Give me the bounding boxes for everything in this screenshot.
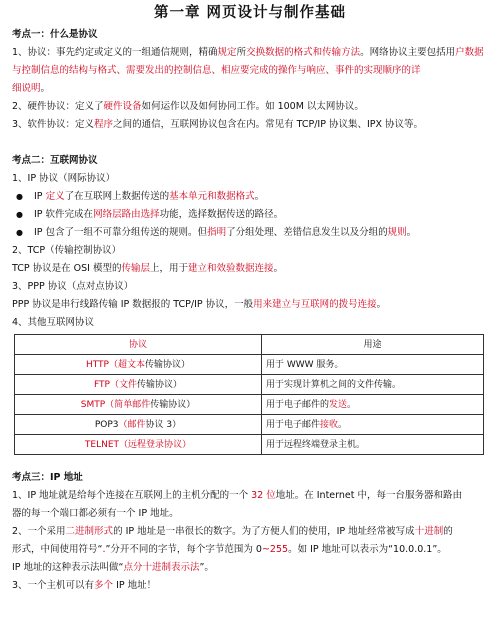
tcp-text: TCP 协议是在 OSI 模型的传输层上，用于建立和效验数据连接。 [12,263,284,274]
chapter-title: 第一章 网页设计与制作基础 [153,4,347,21]
usage-cell: 用于 WWW 服务。 [262,355,484,375]
section-heading-3: 考点三：IP 地址 [12,472,83,483]
ppp-heading: 3、PPP 协议（点对点协议） [12,281,134,292]
table-header-row [15,335,484,355]
protocol-definition: 1、协议：事先约定或定义的一组通信规则，精确规定所交换数据的格式和传输方法。网络协议主要包括用户数据与控制信息的结构与格式、需要发出的控制信息、相应要完成的操作与响应、事件的实现顺序的详 细说明。 [12,47,484,94]
protocol-cell: POP3（邮件协议 3） [15,415,262,435]
bullet-item: ● IP 包含了一组不可靠分组传送的规则。但指明了分组处理、差错信息发生以及分组的规则。 [12,224,488,242]
usage-cell: 用于实现计算机之间的文件传输。 [262,375,484,395]
protocol-table [14,334,484,455]
ip-protocol-heading: 1、IP 协议（网际协议） [12,173,116,184]
bullet-icon [16,224,34,242]
protocol-cell: TELNET（远程登录协议） [15,435,262,455]
usage-cell: 用于远程终端登录主机。 [262,435,484,455]
hardware-protocol: 2、硬件协议：定义了硬件设备如何运作以及如何协同工作。如 100M 以太网协议。 [12,101,364,112]
table-header-usage: 用途 [262,335,484,355]
bullet-icon [16,206,34,224]
table-header-protocol: 协议 [15,335,262,355]
bullet-item: ● IP 软件完成在网络层路由选择功能，选择数据传送的路径。 [12,206,488,224]
section-heading-1: 考点一：什么是协议 [12,29,98,40]
protocol-cell: HTTP（超文本传输协议） [15,355,262,375]
tcp-heading: 2、TCP（传输控制协议） [12,245,122,256]
table-row [15,375,484,395]
ppp-text: PPP 协议是串行线路传输 IP 数据报的 TCP/IP 协议，一般用来建立与互联网的拨号连接。 [12,299,387,310]
other-protocols-heading: 4、其他互联网协议 [12,317,95,328]
table-row [15,415,484,435]
ip-address-definition: 1、IP 地址就是给每个连接在互联网上的主机分配的一个 32 位地址。在 Internet 中，每一台服务器和路由 器的每一个端口都必须有一个 IP 地址。 [12,490,462,519]
table-row [15,435,484,455]
protocol-cell: SMTP（简单邮件传输协议） [15,395,262,415]
table-row [15,355,484,375]
multiple-ip-note: 3、一个主机可以有多个 IP 地址！ [12,580,157,591]
table-row [15,395,484,415]
protocol-cell: FTP（文件传输协议） [15,375,262,395]
bullet-item: ● IP 定义了在互联网上数据传送的基本单元和数据格式。 [12,188,488,206]
usage-cell: 用于电子邮件的发送。 [262,395,484,415]
ip-address-format: 2、一个采用二进制形式的 IP 地址是一串很长的数字。为了方便人们的使用，IP 地址经常被写成十进制的 形式，中间使用符号“.”分开不同的字节，每个字节范围为 0~255。如 IP 地址可以表示为“10.0.0.1”。 IP 地址的这种表示法叫做“点分十进制表示法”。 [12,526,453,573]
usage-cell: 用于电子邮件接收。 [262,415,484,435]
software-protocol: 3、软件协议：定义程序之间的通信，互联网协议包含在内。常见有 TCP/IP 协议集、IPX 协议等。 [12,119,424,130]
bullet-icon [16,188,34,206]
section-heading-2: 考点二：互联网协议 [12,155,98,166]
